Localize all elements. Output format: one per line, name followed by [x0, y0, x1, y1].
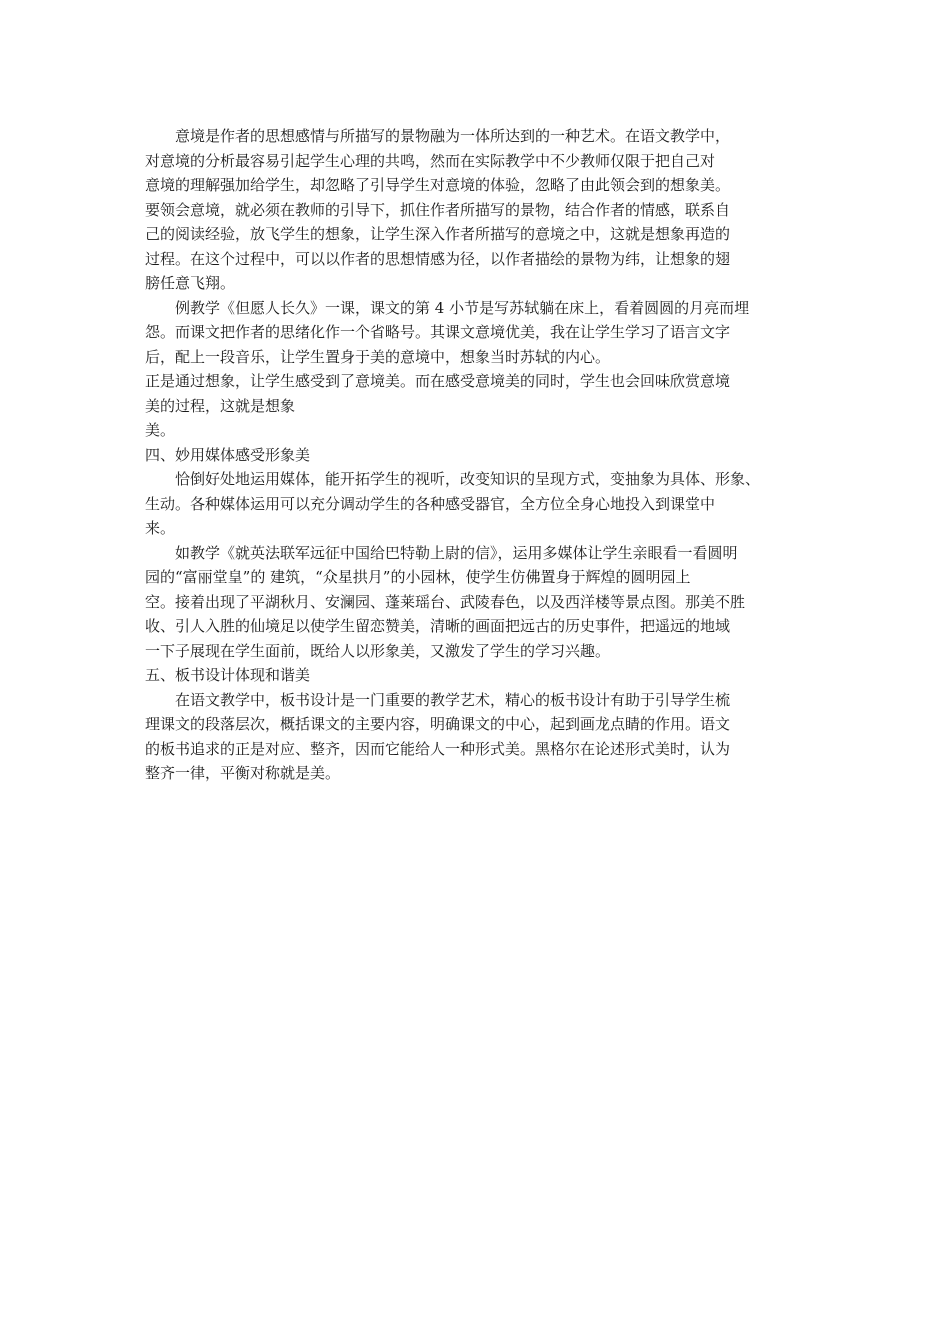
text-line: 恰倒好处地运用媒体，能开拓学生的视听，改变知识的呈现方式，变抽象为具体、形象、 — [175, 470, 761, 488]
text-line: 意境是作者的思想感情与所描写的景物融为一体所达到的一种艺术。在语文教学中， — [175, 127, 731, 145]
text-line: 意境的理解强加给学生，却忽略了引导学生对意境的体验，忽略了由此领会到的想象美。 — [145, 176, 731, 194]
text-line: 如教学《就英法联军远征中国给巴特勒上尉的信》，运用多媒体让学生亲眼看一看圆明 — [175, 543, 738, 562]
paragraph-media-usage — [145, 467, 820, 541]
text-line: 膀任意飞翔。 — [145, 274, 236, 292]
section-heading-blackboard — [145, 663, 820, 688]
section-heading-media — [145, 443, 820, 468]
text-line: 生动。各种媒体运用可以充分调动学生的各种感受器官，全方位全身心地投入到课堂中 — [145, 494, 716, 513]
text-line: 整齐一律，平衡对称就是美。 — [145, 764, 341, 782]
text-line: 在语文教学中，板书设计是一门重要的教学艺术，精心的板书设计有助于引导学生梳 — [175, 690, 731, 709]
heading-text: 五、板书设计体现和谐美 — [145, 666, 311, 684]
paragraph-example-lesson — [145, 296, 820, 370]
paragraph-imagination-summary — [145, 369, 820, 443]
text-line: 理课文的段落层次，概括课文的主要内容，明确课文的中心，起到画龙点睛的作用。语文 — [145, 715, 731, 733]
paragraph-blackboard-design — [145, 688, 820, 786]
text-line: 收、引人入胜的仙境足以使学生留恋赞美，清晰的画面把远古的历史事件，把遥远的地域 — [145, 617, 731, 635]
text-line: 正是通过想象，让学生感受到了意境美。而在感受意境美的同时，学生也会回味欣赏意境 — [145, 372, 731, 390]
text-line: 来。 — [145, 519, 176, 537]
text-line: 怨。而课文把作者的思绪化作一个省略号。其课文意境优美，我在让学生学习了语言文字 — [145, 323, 731, 341]
text-line: 一下子展现在学生面前，既给人以形象美，又激发了学生的学习兴趣。 — [145, 641, 611, 660]
document-body — [145, 124, 820, 786]
text-line: 园的“富丽堂皇”的 建筑，“众星拱月”的小园林，使学生仿佛置身于辉煌的圆明园上 — [145, 568, 691, 586]
text-line: 己的阅读经验，放飞学生的想象，让学生深入作者所描写的意境之中，这就是想象再造的 — [145, 225, 731, 243]
paragraph-artistic-conception — [145, 124, 820, 296]
text-line: 例教学《但愿人长久》一课，课文的第 4 小节是写苏轼躺在床上，看着圆圆的月亮而埋 — [175, 298, 750, 317]
text-line: 过程。在这个过程中，可以以作者的思想情感为径，以作者描绘的景物为纬，让想象的翅 — [145, 249, 731, 268]
text-line: 的板书追求的正是对应、整齐，因而它能给人一种形式美。黑格尔在论述形式美时，认为 — [145, 739, 731, 758]
text-line: 后，配上一段音乐，让学生置身于美的意境中，想象当时苏轼的内心。 — [145, 347, 611, 366]
heading-text: 四、妙用媒体感受形象美 — [145, 445, 311, 464]
text-line: 美。 — [145, 421, 176, 439]
text-line: 要领会意境，就必须在教师的引导下，抓住作者所描写的景物，结合作者的情感，联系自 — [145, 200, 731, 219]
text-line: 对意境的分析最容易引起学生心理的共鸣，然而在实际教学中不少教师仅限于把自己对 — [145, 151, 716, 170]
text-line: 空。接着出现了平湖秋月、安澜园、蓬莱瑶台、武陵春色，以及西洋楼等景点图。那美不胜 — [145, 592, 746, 611]
text-line: 美的过程，这就是想象 — [145, 396, 296, 415]
paragraph-media-example — [145, 541, 820, 664]
